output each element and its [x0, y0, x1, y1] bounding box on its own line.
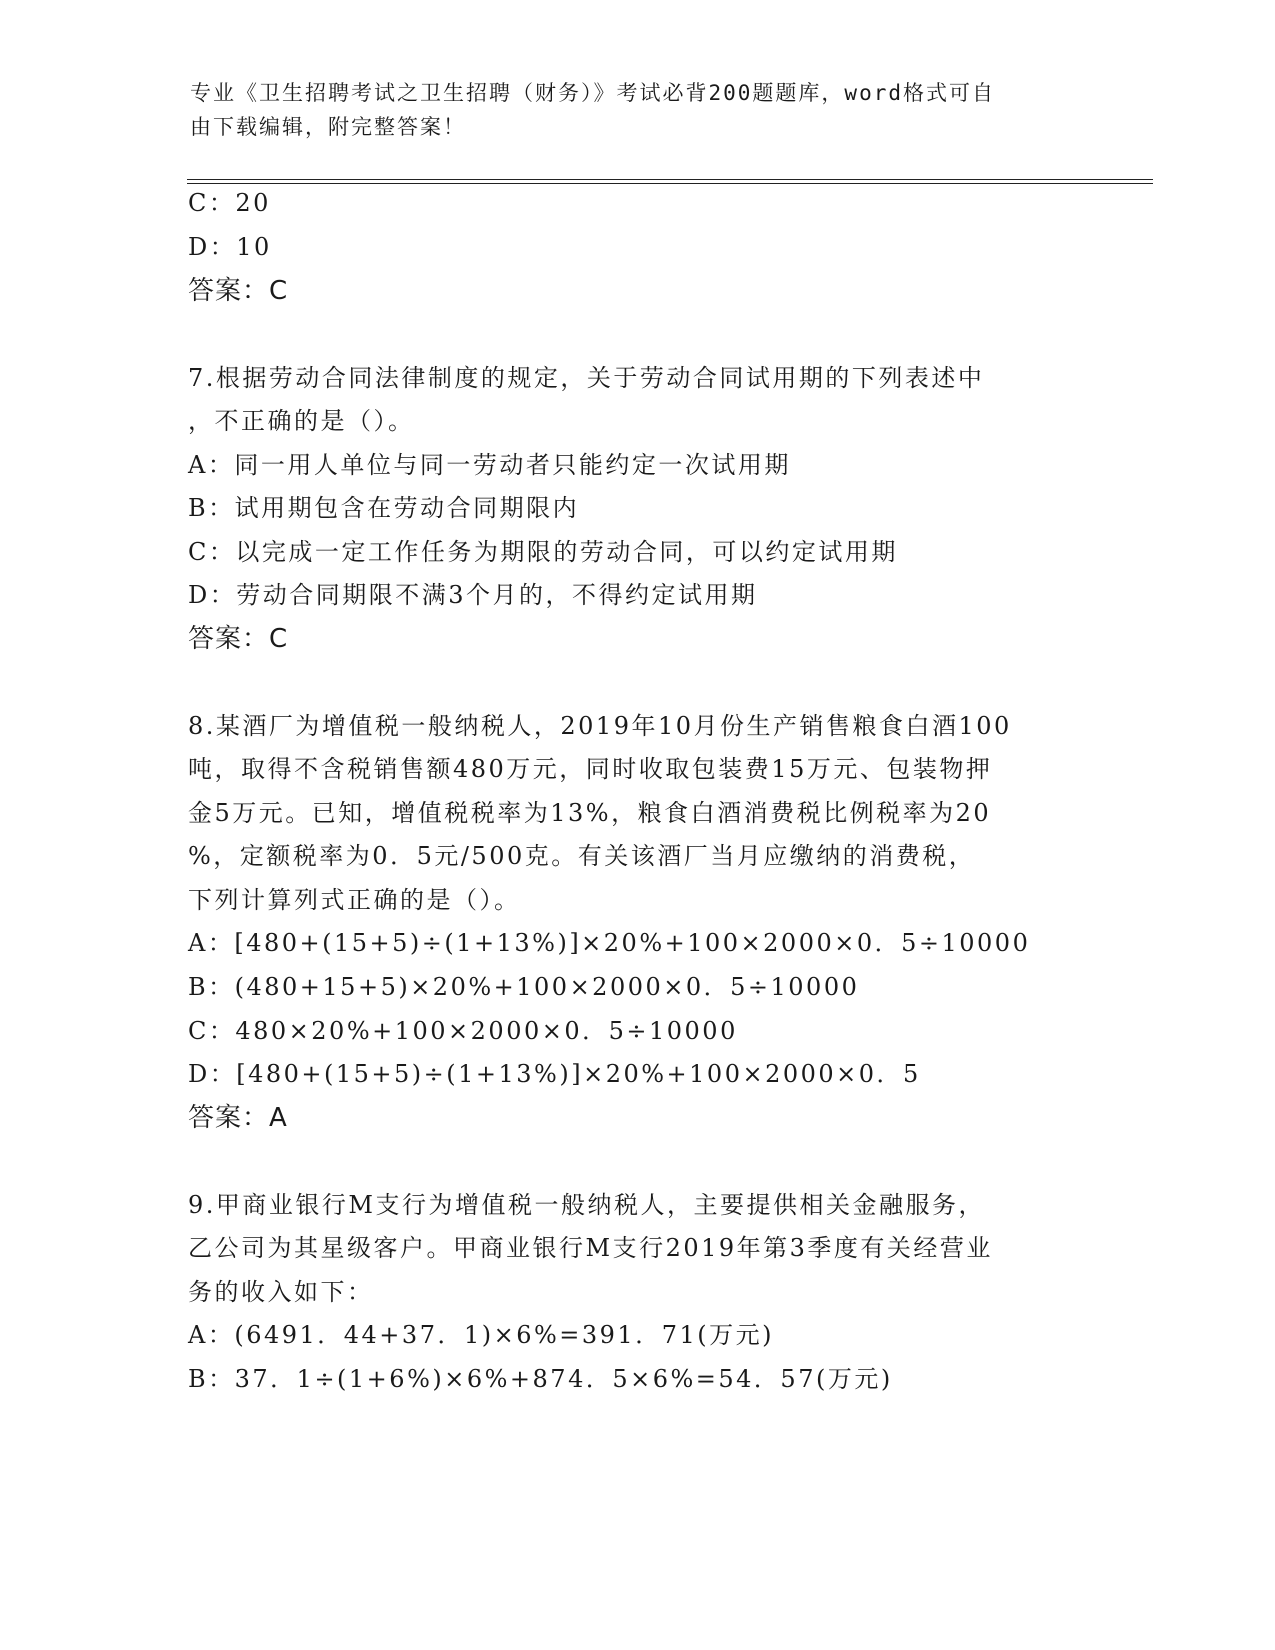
q6-answer: 答案：C: [188, 276, 289, 306]
q8-stem-line-5: 下列计算列式正确的是（）。: [188, 886, 521, 914]
q6-option-c: C：20: [188, 189, 271, 217]
q7-option-d: D：劳动合同期限不满3个月的，不得约定试用期: [188, 581, 758, 609]
q8-option-a: A：[480+(15+5)÷(1+13%)]×20%+100×2000×0．5÷10000: [188, 929, 1031, 957]
q6-option-d: D：10: [188, 233, 272, 261]
header-divider-bottom: [187, 183, 1153, 184]
q7-option-a: A：同一用人单位与同一劳动者只能约定一次试用期: [188, 451, 791, 479]
q7-option-c: C：以完成一定工作任务为期限的劳动合同，可以约定试用期: [188, 538, 898, 566]
header-line-1: 专业《卫生招聘考试之卫生招聘（财务）》考试必背200题题库，word格式可自: [190, 81, 995, 105]
q9-stem-line-3: 务的收入如下：: [188, 1278, 374, 1306]
header-line-2: 由下载编辑，附完整答案！: [190, 115, 466, 139]
q9-stem-line-2: 乙公司为其星级客户。甲商业银行M支行2019年第3季度有关经营业: [188, 1234, 993, 1262]
q9-stem-line-1: 9.甲商业银行M支行为增值税一般纳税人，主要提供相关金融服务，: [188, 1191, 985, 1219]
q8-answer: 答案：A: [188, 1103, 288, 1133]
q8-option-c: C：480×20%+100×2000×0．5÷10000: [188, 1017, 738, 1045]
header-divider-top: [187, 179, 1153, 180]
q9-option-a: A：(6491．44+37．1)×6%=391．71(万元): [188, 1321, 774, 1349]
q8-stem-line-3: 金5万元。已知，增值税税率为13%，粮食白酒消费税比例税率为20: [188, 799, 992, 827]
q8-stem-line-2: 吨，取得不含税销售额480万元，同时收取包装费15万元、包装物押: [188, 755, 993, 783]
page-header: [190, 76, 1070, 144]
q8-stem-line-4: %，定额税率为0．5元/500克。有关该酒厂当月应缴纳的消费税，: [188, 842, 976, 870]
q8-option-d: D：[480+(15+5)÷(1+13%)]×20%+100×2000×0．5: [188, 1060, 921, 1088]
q8-stem-line-1: 8.某酒厂为增值税一般纳税人，2019年10月份生产销售粮食白酒100: [188, 712, 1012, 740]
q7-stem-line-1: 7.根据劳动合同法律制度的规定，关于劳动合同试用期的下列表述中: [188, 364, 985, 392]
q7-answer: 答案：C: [188, 624, 289, 654]
q9-option-b: B：37．1÷(1+6%)×6%+874．5×6%=54．57(万元): [188, 1365, 893, 1393]
q7-option-b: B：试用期包含在劳动合同期限内: [188, 494, 580, 522]
q7-stem-line-2: ，不正确的是（）。: [188, 407, 415, 435]
q8-option-b: B：(480+15+5)×20%+100×2000×0．5÷10000: [188, 973, 860, 1001]
